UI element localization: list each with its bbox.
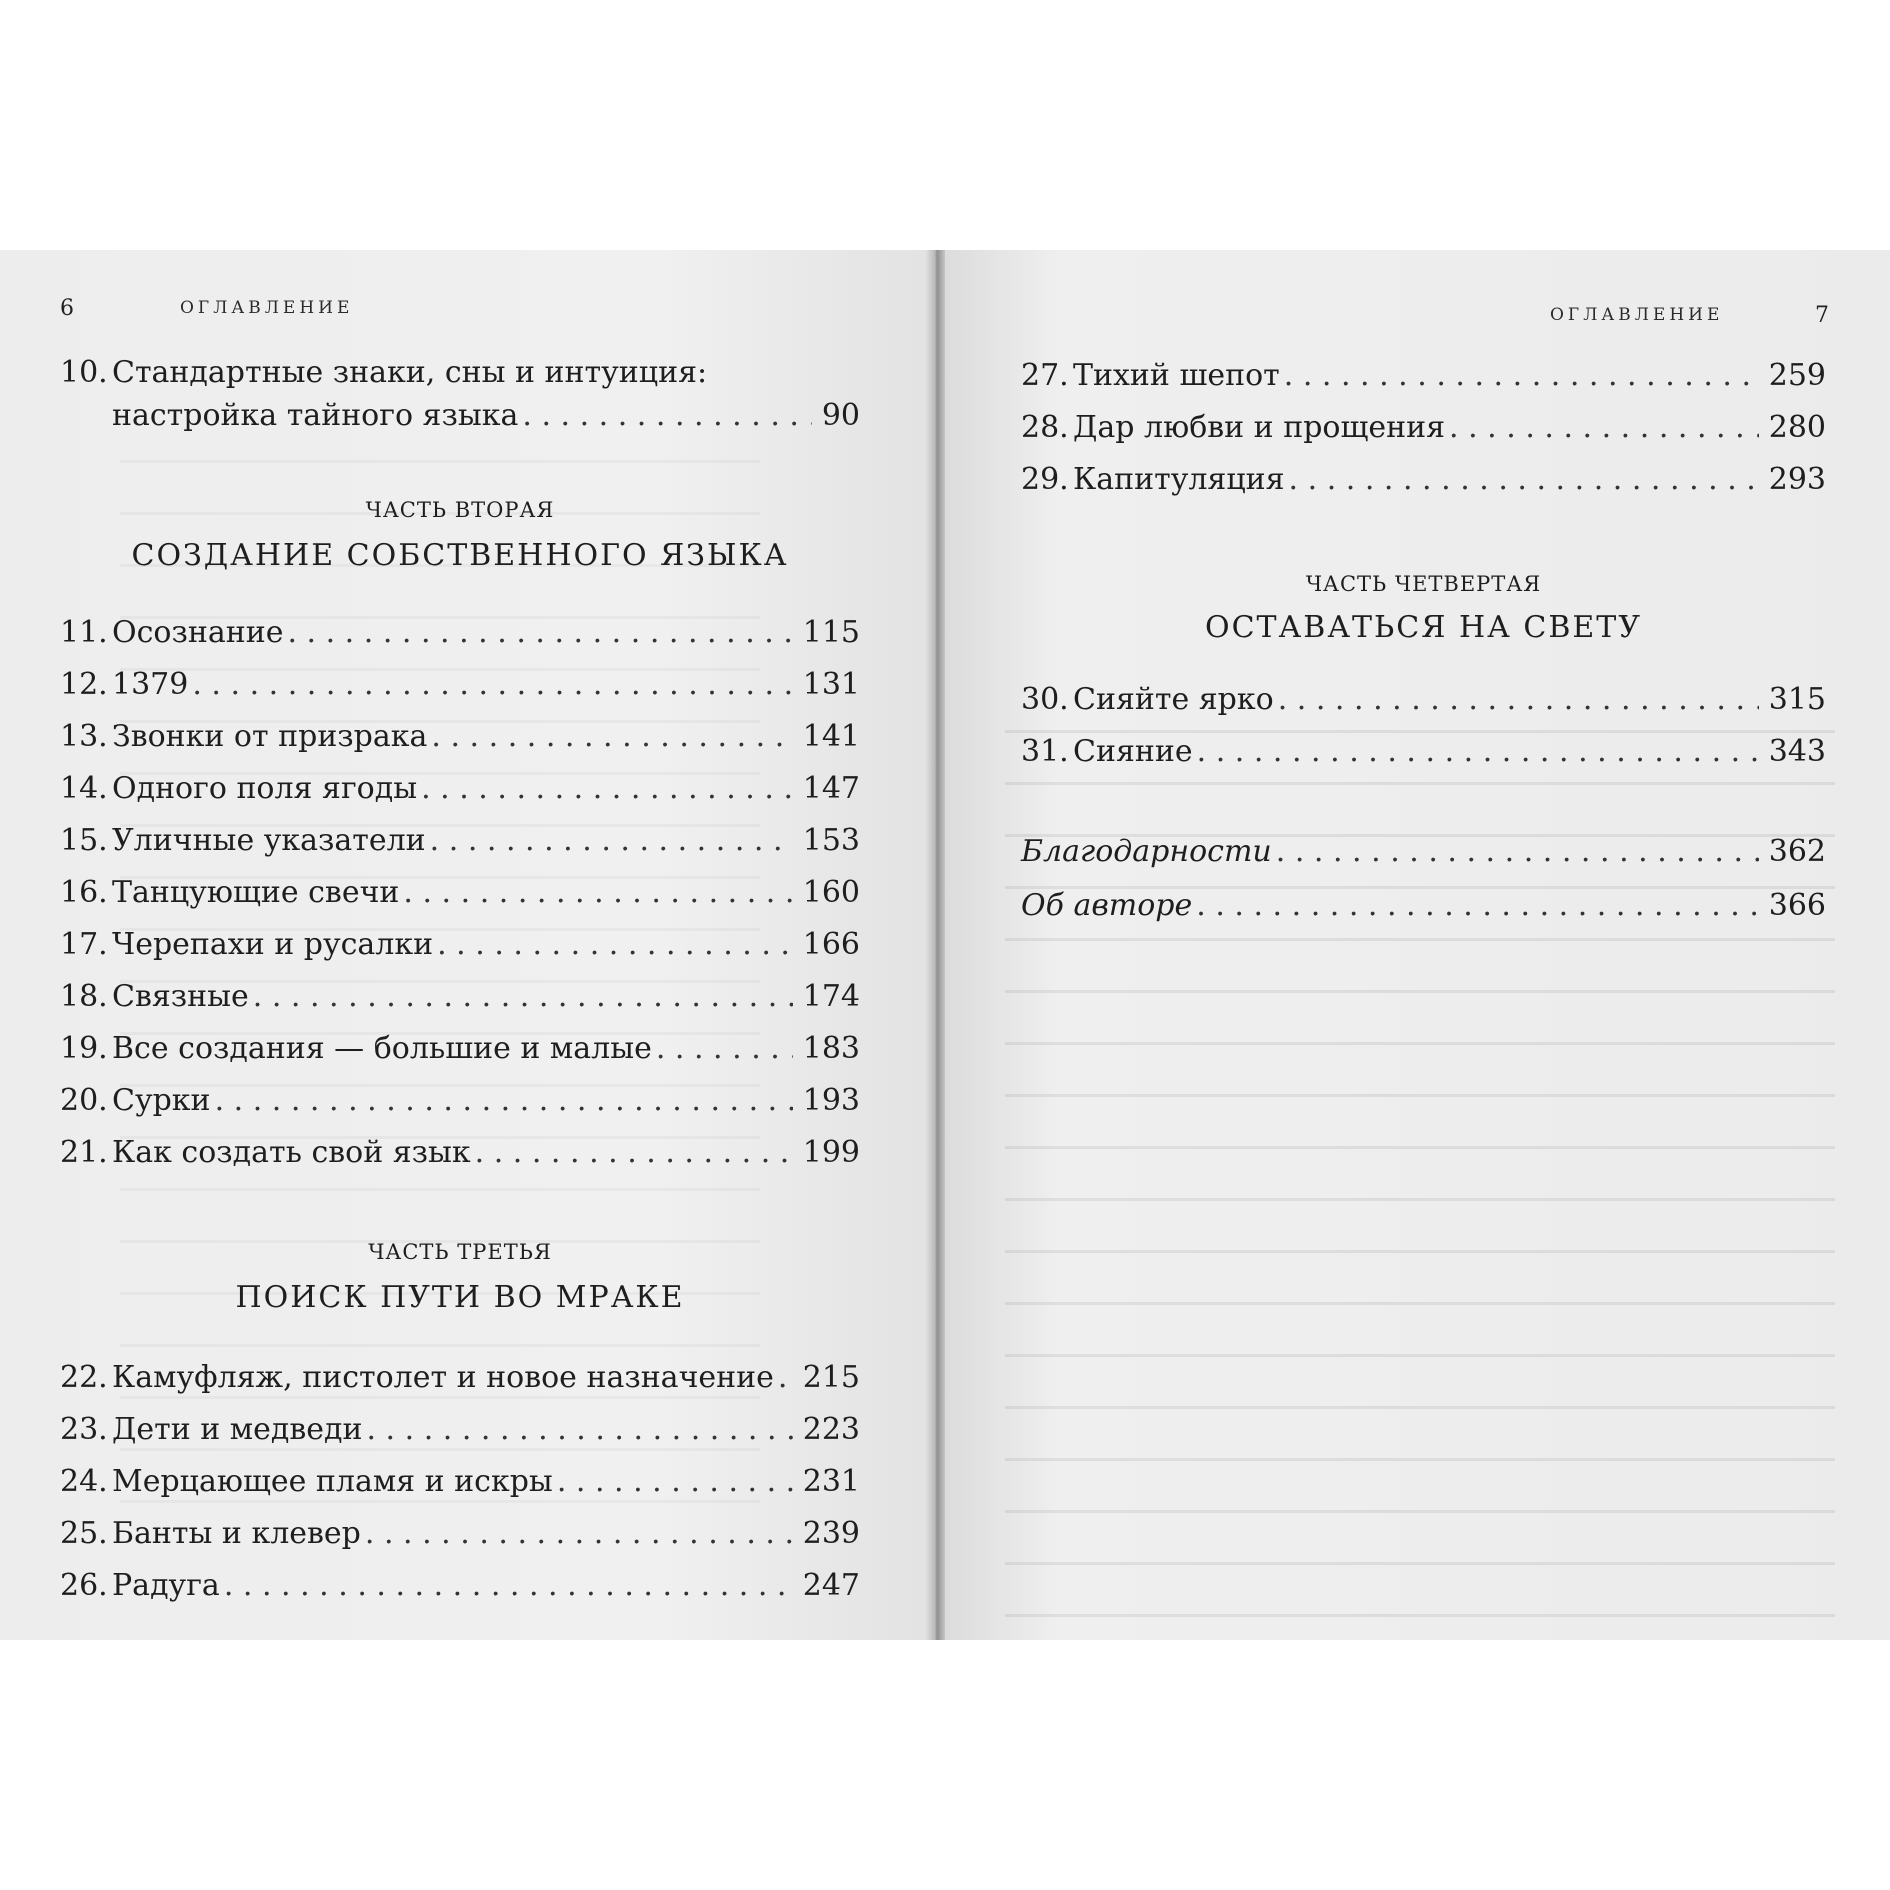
part-label: ЧАСТЬ ТРЕТЬЯ: [368, 1240, 552, 1264]
toc-entry: [60, 1360, 860, 1396]
leader-dots: [215, 1083, 793, 1119]
leader-dots: [430, 823, 793, 859]
entry-title: Как создать свой язык: [112, 1135, 471, 1170]
entry-page: 293: [1768, 462, 1826, 497]
entry-page: 141: [802, 719, 860, 754]
leader-dots: [1449, 410, 1759, 446]
entry-page: 362: [1768, 834, 1826, 869]
entry-number: 30.: [1021, 682, 1069, 717]
entry-number: 23.: [60, 1412, 108, 1447]
toc-entry: [60, 875, 860, 911]
leader-dots: [1289, 462, 1759, 498]
entry-page: 280: [1768, 410, 1826, 445]
entry-number: 18.: [60, 979, 108, 1014]
running-head: ОГЛАВЛЕНИЕ: [180, 298, 354, 318]
entry-page: 174: [802, 979, 860, 1014]
toc-entry: [1021, 410, 1826, 446]
entry-number: 10.: [60, 355, 108, 390]
entry-number: 12.: [60, 667, 108, 702]
entry-number: 26.: [60, 1568, 108, 1603]
leader-dots: [1197, 734, 1759, 770]
leader-dots: [366, 1412, 792, 1448]
entry-number: 11.: [60, 615, 108, 650]
leader-dots: [224, 1568, 793, 1604]
entry-page: 239: [802, 1516, 860, 1551]
entry-title: настройка тайного языка: [112, 398, 519, 433]
leader-dots: [253, 979, 793, 1015]
entry-page: 153: [802, 823, 860, 858]
entry-title: Все создания — большие и малые: [112, 1031, 652, 1066]
toc-entry: [60, 927, 860, 963]
entry-number: 27.: [1021, 358, 1069, 393]
leader-dots: [403, 875, 792, 911]
entry-page: 215: [802, 1360, 860, 1395]
toc-entry: [60, 823, 860, 859]
part-label: ЧАСТЬ ВТОРАЯ: [365, 498, 555, 522]
toc-entry: [60, 1135, 860, 1171]
leader-dots: [431, 719, 792, 755]
entry-number: 19.: [60, 1031, 108, 1066]
toc-entry: [60, 615, 860, 651]
entry-number: 29.: [1021, 462, 1069, 497]
entry-page: 247: [802, 1568, 860, 1603]
toc-entry: [60, 979, 860, 1015]
entry-number: 20.: [60, 1083, 108, 1118]
entry-number: 31.: [1021, 734, 1069, 769]
part-label: ЧАСТЬ ЧЕТВЕРТАЯ: [1305, 572, 1542, 596]
left-page: [0, 250, 940, 1640]
entry-title: Танцующие свечи: [112, 875, 400, 910]
entry-page: 131: [802, 667, 860, 702]
entry-page: 199: [802, 1135, 860, 1170]
entry-number: 15.: [60, 823, 108, 858]
toc-entry: [60, 355, 860, 391]
right-page: [945, 250, 1890, 1640]
toc-entry: [60, 771, 860, 807]
entry-title: Одного поля ягоды: [112, 771, 418, 806]
entry-title: Сияние: [1073, 734, 1193, 769]
entry-page: 193: [802, 1083, 860, 1118]
toc-entry-continued: [112, 398, 860, 434]
page-number: 7: [1815, 303, 1829, 328]
toc-entry: [60, 1031, 860, 1067]
entry-page: 90: [821, 398, 860, 433]
entry-title: Капитуляция: [1073, 462, 1285, 497]
entry-title: Сурки: [112, 1083, 211, 1118]
entry-title: Черепахи и русалки: [112, 927, 434, 962]
toc-entry: [1021, 462, 1826, 498]
entry-number: 25.: [60, 1516, 108, 1551]
entry-number: 13.: [60, 719, 108, 754]
leader-dots: [437, 927, 793, 963]
entry-title: Об авторе: [1021, 888, 1193, 923]
running-head: ОГЛАВЛЕНИЕ: [1550, 305, 1724, 325]
leader-dots: [1276, 834, 1759, 870]
page-number: 6: [60, 296, 74, 321]
leader-dots: [656, 1031, 793, 1067]
leader-dots: [365, 1516, 793, 1552]
part-title: ОСТАВАТЬСЯ НА СВЕТУ: [1205, 610, 1642, 645]
entry-number: 22.: [60, 1360, 108, 1395]
leader-dots: [778, 1360, 793, 1396]
entry-page: 366: [1768, 888, 1826, 923]
entry-title: Связные: [112, 979, 249, 1014]
entry-title: 1379: [112, 667, 189, 702]
book-gutter: [925, 250, 947, 1640]
entry-page: 147: [802, 771, 860, 806]
toc-entry: [60, 719, 860, 755]
entry-number: 16.: [60, 875, 108, 910]
entry-page: 259: [1768, 358, 1826, 393]
leader-dots: [1284, 358, 1759, 394]
toc-entry: [60, 667, 860, 703]
entry-title: Тихий шепот: [1073, 358, 1280, 393]
entry-page: 115: [802, 615, 860, 650]
toc-entry: [60, 1568, 860, 1604]
entry-page: 231: [802, 1464, 860, 1499]
entry-title: Благодарности: [1021, 834, 1272, 869]
entry-number: 17.: [60, 927, 108, 962]
entry-title: Уличные указатели: [112, 823, 426, 858]
toc-entry: [60, 1412, 860, 1448]
entry-title: Банты и клевер: [112, 1516, 361, 1551]
toc-entry: [1021, 734, 1826, 770]
entry-title: Радуга: [112, 1568, 220, 1603]
toc-entry: [60, 1516, 860, 1552]
leader-dots: [557, 1464, 793, 1500]
entry-title: Звонки от призрака: [112, 719, 428, 754]
entry-page: 183: [802, 1031, 860, 1066]
toc-entry-acknowledgements: [1021, 834, 1826, 870]
entry-title: Осознание: [112, 615, 284, 650]
toc-entry-about-author: [1021, 888, 1826, 924]
entry-number: 14.: [60, 771, 108, 806]
entry-page: 343: [1768, 734, 1826, 769]
toc-entry: [1021, 358, 1826, 394]
entry-number: 28.: [1021, 410, 1069, 445]
entry-title: Мерцающее пламя и искры: [112, 1464, 553, 1499]
entry-number: 21.: [60, 1135, 108, 1170]
entry-page: 166: [802, 927, 860, 962]
entry-title: Сияйте ярко: [1073, 682, 1274, 717]
entry-title: Стандартные знаки, сны и интуиция:: [112, 355, 708, 390]
toc-entry: [60, 1464, 860, 1500]
part-title: ПОИСК ПУТИ ВО МРАКЕ: [235, 1280, 685, 1315]
entry-page: 315: [1768, 682, 1826, 717]
leader-dots: [421, 771, 793, 807]
show-through-text: [120, 430, 760, 1510]
entry-page: 160: [802, 875, 860, 910]
toc-entry: [1021, 682, 1826, 718]
part-title: СОЗДАНИЕ СОБСТВЕННОГО ЯЗЫКА: [131, 538, 789, 573]
book-spread: [0, 250, 1890, 1640]
entry-number: 24.: [60, 1464, 108, 1499]
leader-dots: [475, 1135, 793, 1171]
leader-dots: [522, 398, 811, 434]
entry-title: Дар любви и прощения: [1073, 410, 1446, 445]
leader-dots: [287, 615, 792, 651]
entry-page: 223: [802, 1412, 860, 1447]
leader-dots: [1278, 682, 1759, 718]
entry-title: Дети и медведи: [112, 1412, 363, 1447]
entry-title: Камуфляж, пистолет и новое назначение: [112, 1360, 774, 1395]
leader-dots: [1196, 888, 1758, 924]
toc-entry: [60, 1083, 860, 1119]
leader-dots: [192, 667, 792, 703]
